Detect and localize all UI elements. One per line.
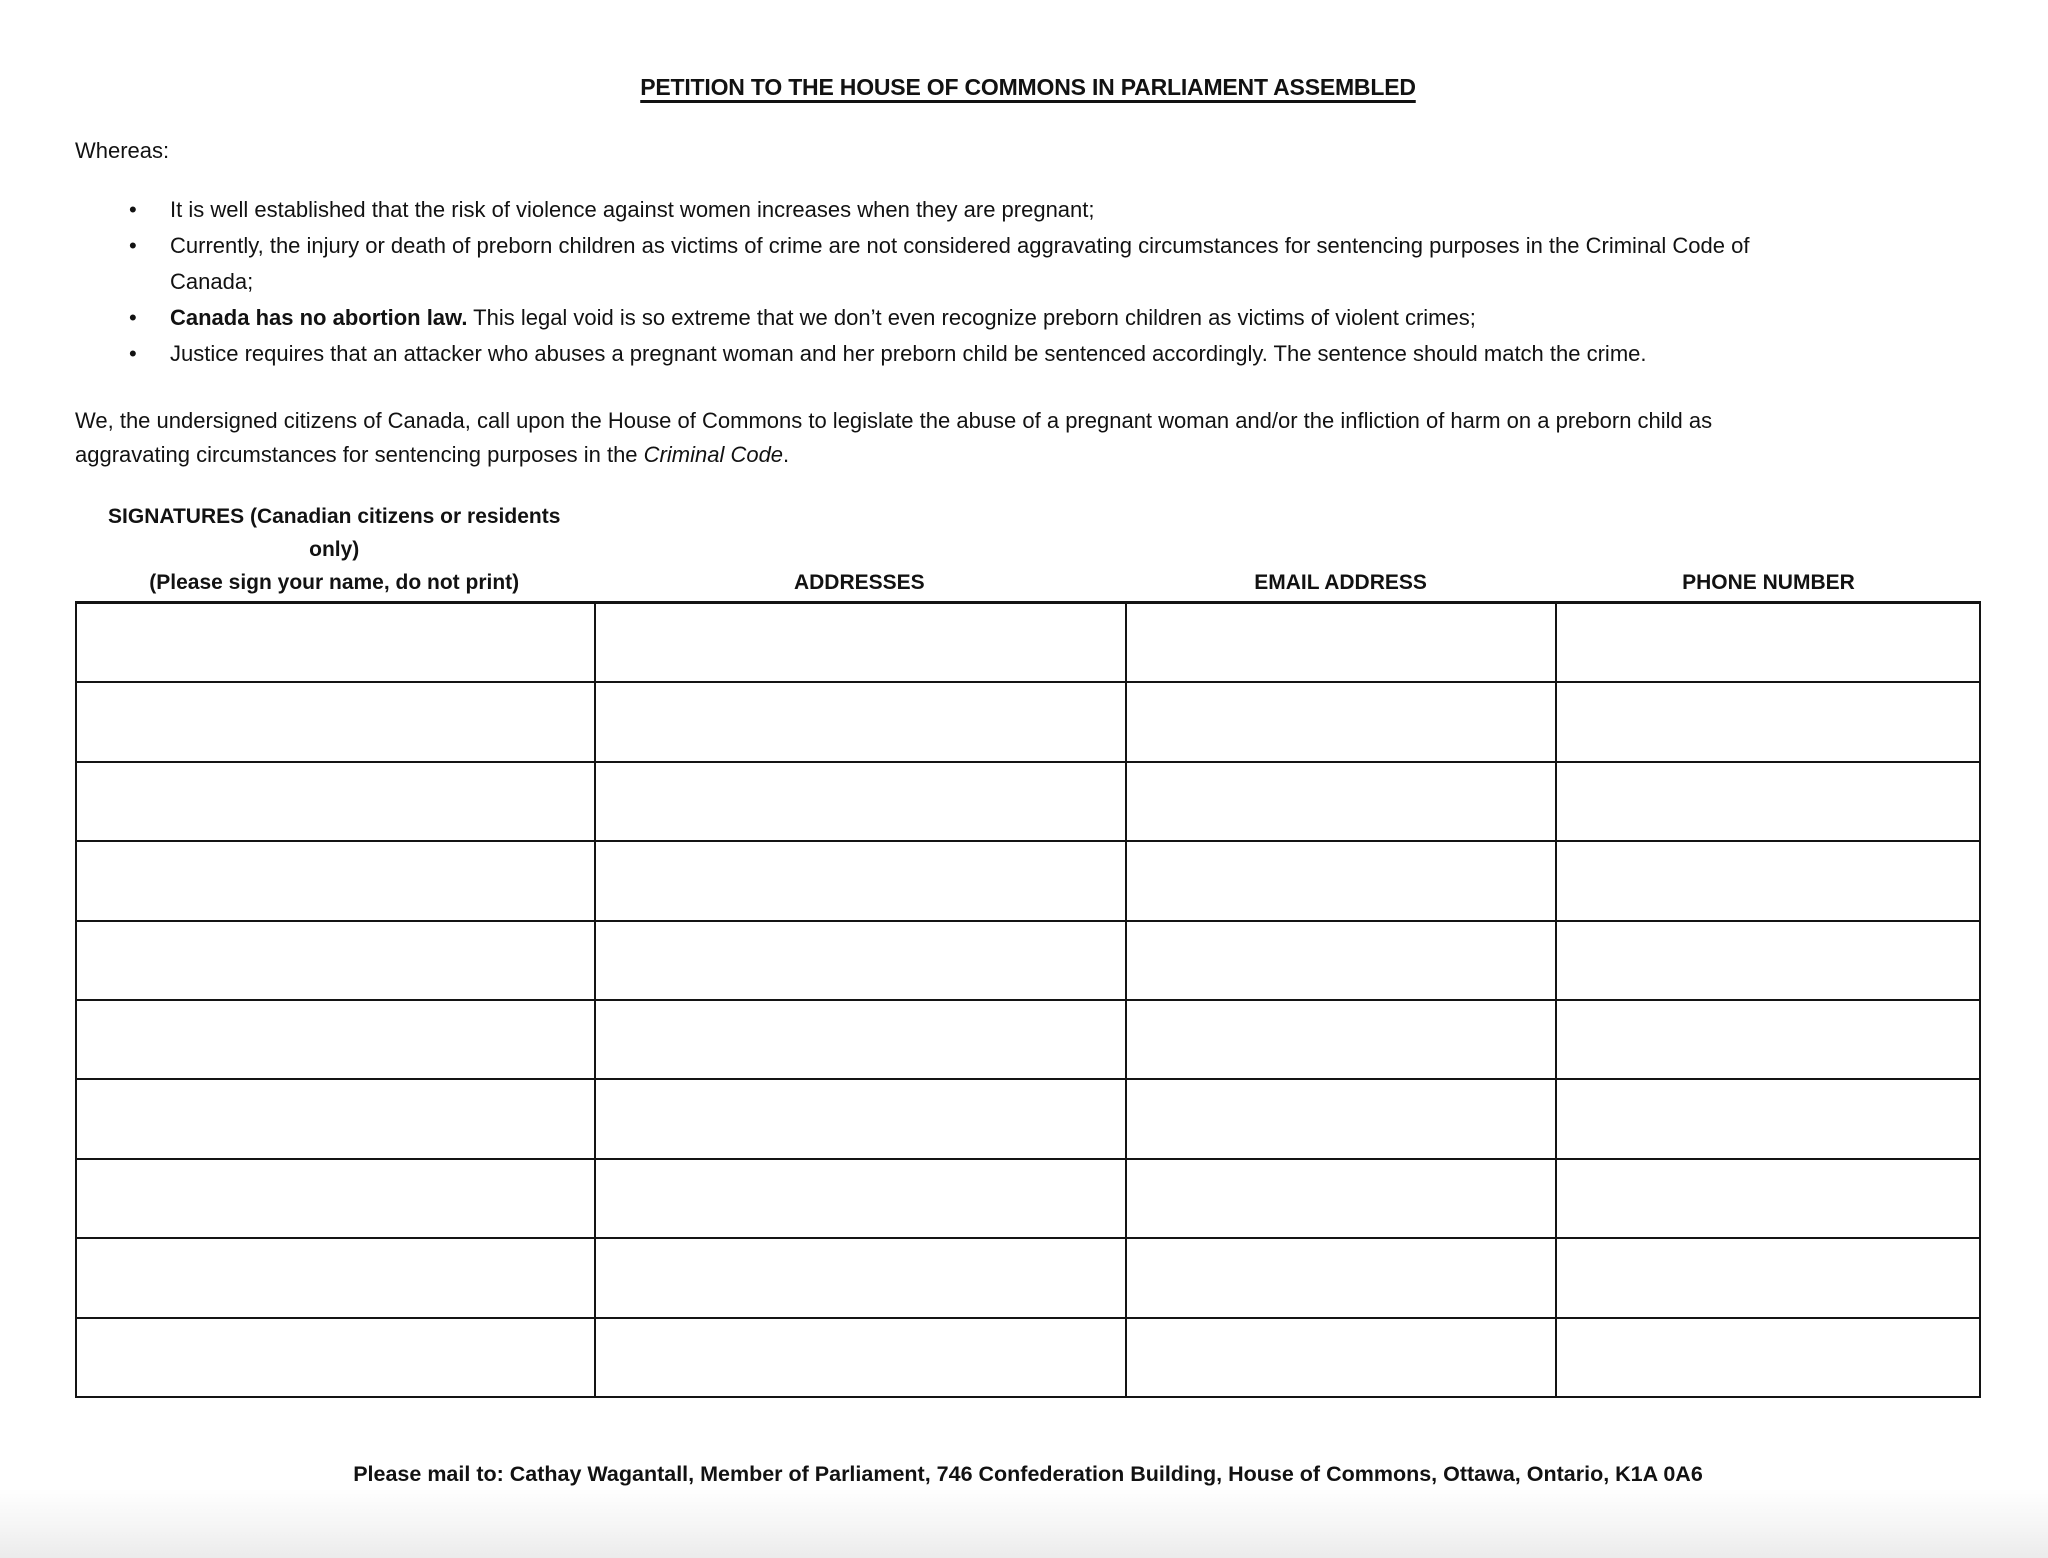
petition-paragraph [75,404,1975,472]
signatures-header-line: only) [309,538,360,561]
table-cell-empty [1555,683,1979,760]
table-cell-empty [1555,763,1979,840]
table-cell-empty [1125,1319,1555,1396]
signatures-header-line: SIGNATURES (Canadian citizens or residents [108,505,561,528]
table-cell-empty [1125,1239,1555,1316]
table-cell-empty [594,1239,1125,1316]
mailing-instructions: Please mail to: Cathay Wagantall, Member of Parliament, 746 Confederation Building, House of Commons, Ottawa, Ontario, K1A 0A6 [353,1462,1703,1486]
table-header-row [75,501,1981,601]
table-row [77,1078,1979,1157]
table-cell-empty [77,604,594,681]
table-cell-empty [1555,604,1979,681]
bullet-text-emphasis: Canada has no abortion law. [170,305,468,330]
criminal-code-italic: Criminal Code [643,442,784,467]
column-header-email: EMAIL ADDRESS [1254,571,1427,594]
table-row [77,1317,1979,1396]
table-cell-empty [77,683,594,760]
signature-table [75,601,1981,1398]
table-row [77,681,1979,760]
table-cell-empty [1125,1160,1555,1237]
signatures-header-line: (Please sign your name, do not print) [149,571,520,594]
table-cell-empty [77,842,594,919]
column-header-signatures [75,501,593,601]
table-cell-empty [77,1080,594,1157]
column-header-phone: PHONE NUMBER [1682,571,1855,594]
table-cell-empty [1555,1319,1979,1396]
table-row [77,1237,1979,1316]
petition-paragraph-line [75,438,1975,472]
table-cell-empty [77,1001,594,1078]
table-cell-empty [1125,763,1555,840]
petition-title: PETITION TO THE HOUSE OF COMMONS IN PARLIAMENT ASSEMBLED [640,74,1416,100]
table-cell-empty [77,1319,594,1396]
table-cell-empty [77,1160,594,1237]
bullet-text: Canada; [170,269,254,294]
table-cell-empty [1125,604,1555,681]
bullet-item [75,300,1975,336]
table-row [77,840,1979,919]
bullet-text: It is well established that the risk of violence against women increases when they are pregnant; [170,197,1095,222]
bullet-text: This legal void is so extreme that we don’t even recognize preborn children as victims of violent crimes; [467,305,1476,330]
petition-paragraph-text: aggravating circumstances for sentencing purposes in the [75,442,644,467]
table-row [77,999,1979,1078]
table-cell-empty [1125,922,1555,999]
table-row [77,761,1979,840]
table-cell-empty [1555,1080,1979,1157]
bullet-text: Justice requires that an attacker who abuses a pregnant woman and her preborn child be sentenced accordingly. The sentence should match the crime. [170,341,1647,366]
table-cell-empty [594,683,1125,760]
table-cell-empty [594,1160,1125,1237]
table-row [77,604,1979,681]
table-cell-empty [594,922,1125,999]
table-cell-empty [594,1080,1125,1157]
page-edge-shadow [0,1488,2048,1558]
table-cell-empty [77,763,594,840]
table-cell-empty [594,1001,1125,1078]
table-row [77,1158,1979,1237]
petition-paragraph-line: We, the undersigned citizens of Canada, call upon the House of Commons to legislate the abuse of a pregnant woman and/or the infliction of harm on a preborn child as [75,408,1713,433]
table-cell-empty [594,763,1125,840]
table-cell-empty [594,1319,1125,1396]
table-cell-empty [1555,1001,1979,1078]
table-cell-empty [1125,1001,1555,1078]
table-cell-empty [1125,842,1555,919]
whereas-label: Whereas: [75,138,170,163]
table-cell-empty [77,922,594,999]
table-cell-empty [1125,1080,1555,1157]
table-cell-empty [594,604,1125,681]
table-cell-empty [1125,683,1555,760]
bullet-item [75,228,1975,300]
column-header-addresses: ADDRESSES [793,571,925,594]
table-cell-empty [1555,922,1979,999]
table-cell-empty [1555,1160,1979,1237]
bullet-text: • Currently, the injury or death of preborn children as victims of crime are not considered aggravating circumstances for sentencing purposes in the Criminal Code of [170,233,1750,258]
table-cell-empty [594,842,1125,919]
table-row [77,920,1979,999]
bullet-item [75,192,1975,228]
petition-paragraph-text: . [783,442,790,467]
whereas-bullet-list [75,192,1975,372]
bullet-item [75,336,1975,372]
table-cell-empty [1555,1239,1979,1316]
table-cell-empty [77,1239,594,1316]
table-cell-empty [1555,842,1979,919]
